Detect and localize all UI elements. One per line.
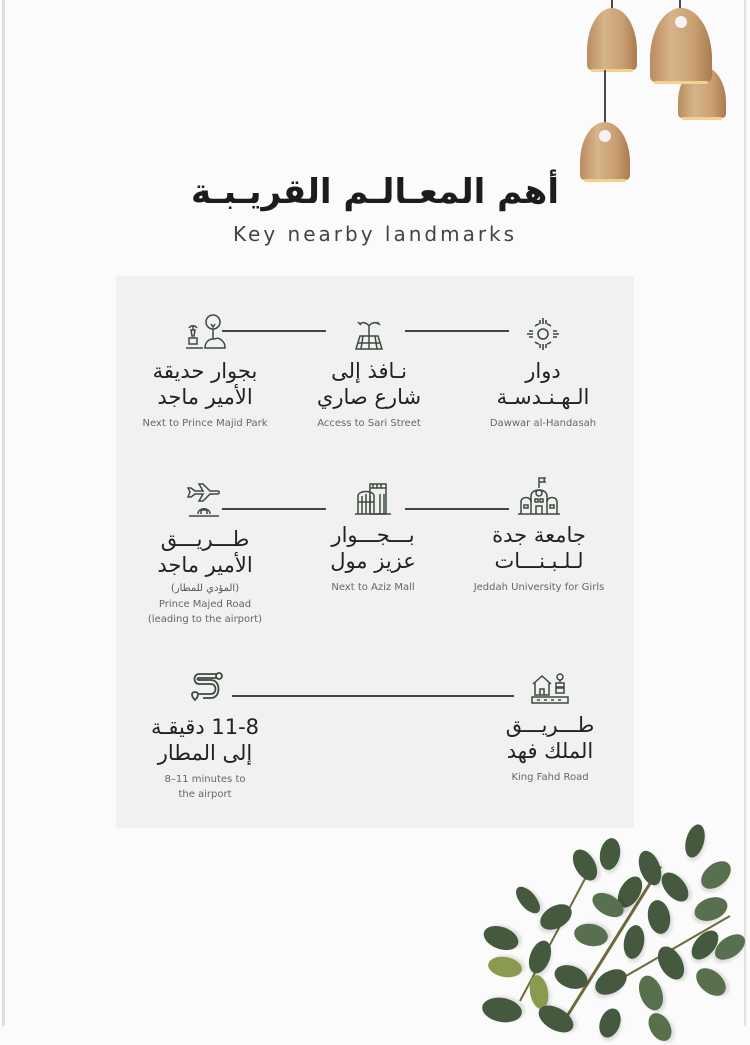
landmark-name-ar: نـافذ إلى شارع صاري <box>316 359 422 409</box>
landmark-name-en: Access to Sari Street <box>317 418 421 429</box>
route-pin-icon <box>185 668 225 708</box>
landmark-name-en: Prince Majed Road (leading to the airport) <box>147 599 263 625</box>
mall-icon <box>354 480 392 516</box>
landmark-name-en: Dawwar al-Handasah <box>489 418 597 429</box>
landmark-name-ar: بـــجـــوار عزيز مول <box>330 523 416 573</box>
road-icon <box>530 672 570 706</box>
landmark-name-ar: طـــريـــق الأمير ماجد <box>157 527 253 577</box>
airport-icon <box>185 480 225 520</box>
landmark-name-ar: بجوار حديقة الأمير ماجد <box>152 359 258 409</box>
landmark-subtitle-ar: (المؤدي للمطار) <box>170 583 240 594</box>
landmark-name-en: Jeddah University for Girls <box>473 582 605 593</box>
landmark-king-fahd-road <box>475 672 625 785</box>
landmark-name-en: 8–11 minutes to the airport <box>164 774 246 800</box>
landmark-name-ar: 11-8 دقيقـة إلى المطار <box>150 715 260 765</box>
landmark-airport-distance <box>130 668 280 802</box>
landmark-name-ar: جامعة جدة لـلـبـنـــات <box>492 523 586 573</box>
landmark-name-en: King Fahd Road <box>511 772 589 783</box>
landmark-sari-street <box>294 316 444 431</box>
park-icon <box>183 312 227 352</box>
landmark-name-en: Next to Prince Majid Park <box>142 418 268 429</box>
page-edge-right <box>744 0 746 1026</box>
university-icon <box>517 476 561 516</box>
landmark-jeddah-university-for-girls <box>464 476 614 595</box>
roundabout-icon <box>525 316 561 352</box>
landmark-name-en: Next to Aziz Mall <box>331 582 415 593</box>
landmark-dawwar-al-handasah <box>468 316 618 431</box>
page-title-english: Key nearby landmarks <box>232 222 518 246</box>
street-access-icon <box>351 316 387 352</box>
landmark-aziz-mall <box>298 480 448 595</box>
landmark-name-ar: دوار الـهـنـدسـة <box>496 359 590 409</box>
page-title-arabic: أهم المعـالـم القريـبـة <box>191 172 559 212</box>
landmark-prince-majed-road <box>130 480 280 627</box>
landmark-prince-majid-park <box>130 312 280 431</box>
page-edge-left <box>2 0 5 1026</box>
landmark-name-ar: طـــريـــق الملك فهد <box>505 713 595 763</box>
